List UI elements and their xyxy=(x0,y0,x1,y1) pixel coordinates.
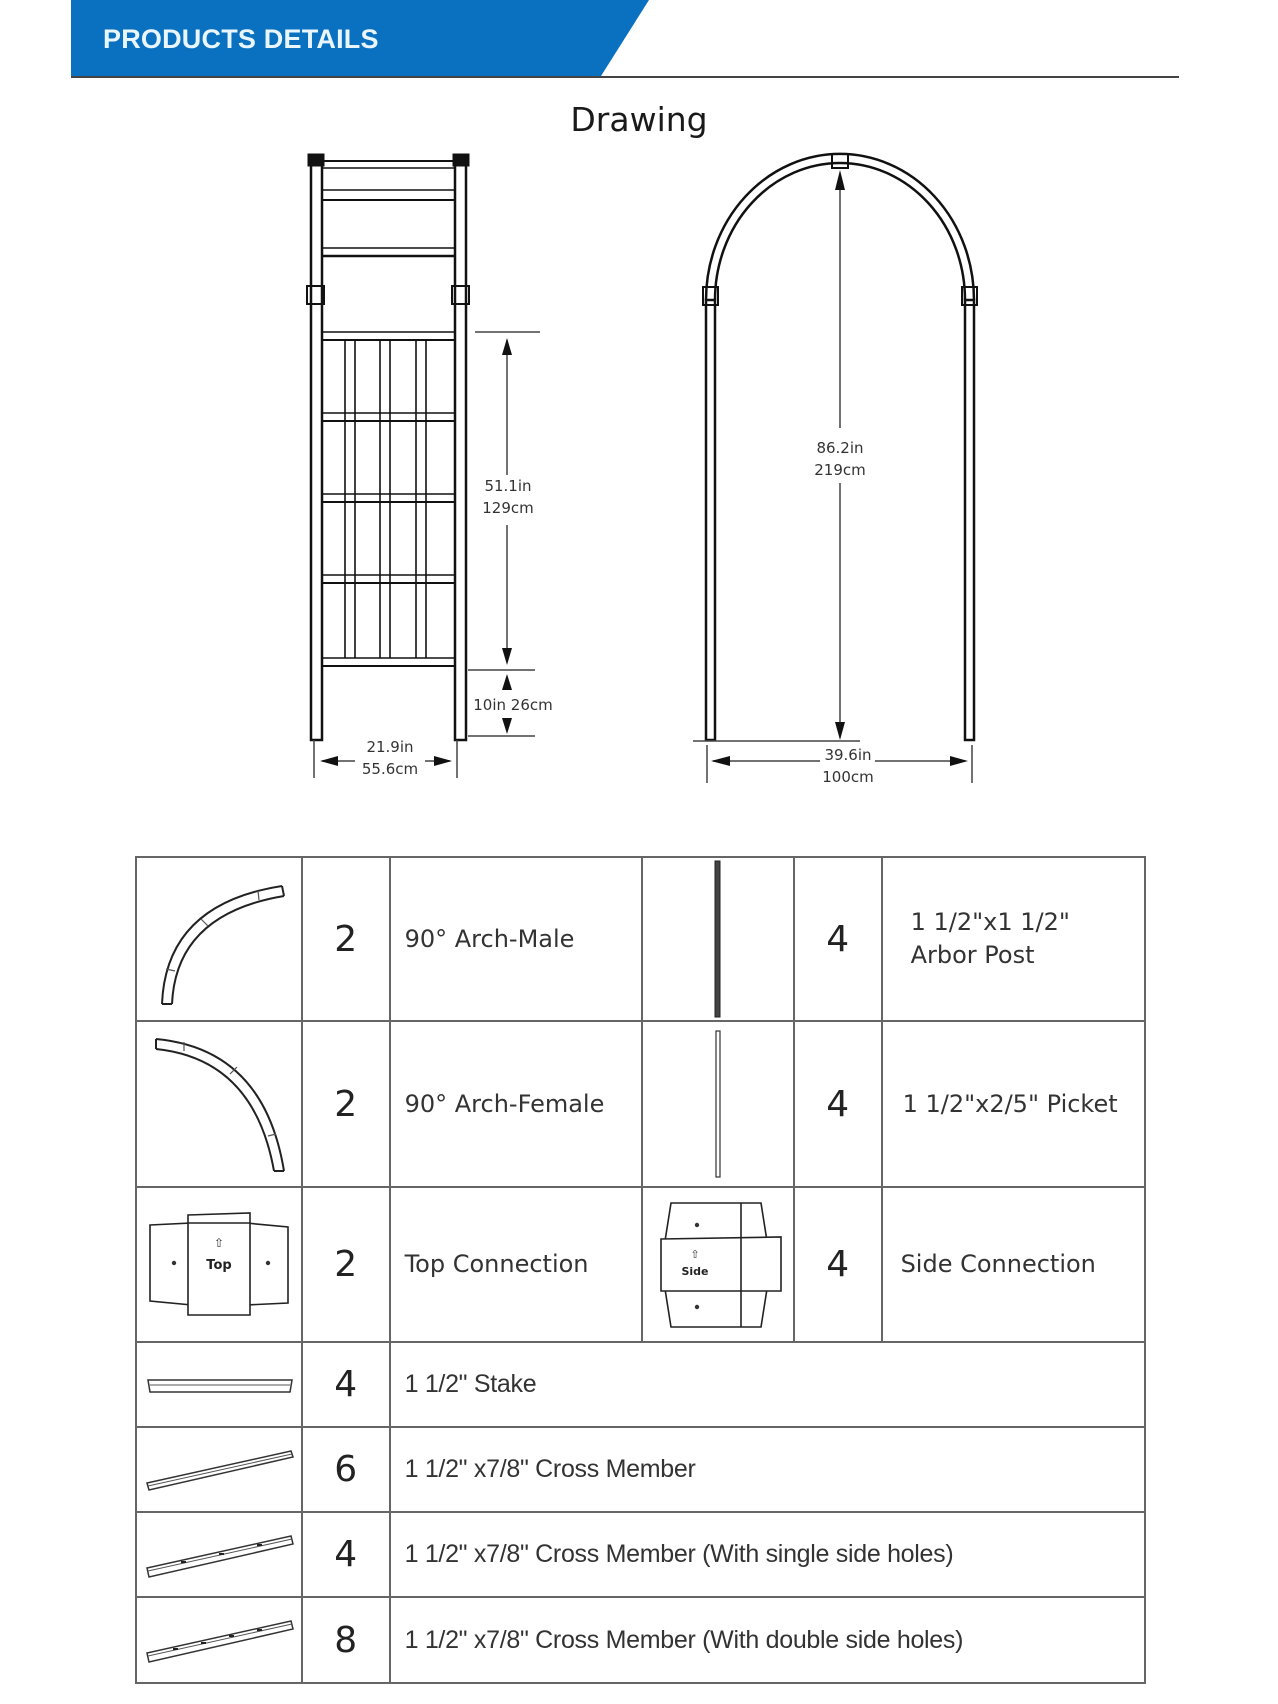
dimension-drawing xyxy=(0,140,1278,790)
parts-list-table xyxy=(135,856,1146,1684)
arch-height-metric: 219cm xyxy=(814,461,866,479)
arbor-post-icon xyxy=(708,859,728,1019)
part-image-cell xyxy=(136,857,302,1021)
part-quantity: 4 xyxy=(302,1512,390,1597)
table-row xyxy=(136,1342,1145,1427)
part-name: 1 1/2" x7/8" Cross Member (With double side holes) xyxy=(390,1597,1145,1683)
part-image-cell xyxy=(136,1342,302,1427)
part-image-cell xyxy=(136,1021,302,1187)
arch-width-label xyxy=(815,744,881,788)
trellis-height-imperial: 51.1in xyxy=(484,477,532,495)
side-connection-icon xyxy=(653,1195,783,1335)
cross-member-double-holes-icon xyxy=(143,1615,295,1665)
part-name-line1: 1 1/2"x1 1/2" xyxy=(910,908,1070,936)
part-quantity: 4 xyxy=(794,857,882,1021)
svg-text:⇧: ⇧ xyxy=(213,1235,224,1250)
trellis-width-imperial: 21.9in xyxy=(366,738,414,756)
part-name: 1 1/2" x7/8" Cross Member xyxy=(390,1427,1145,1512)
part-quantity: 8 xyxy=(302,1597,390,1683)
trellis-height-metric: 129cm xyxy=(482,499,534,517)
header-divider xyxy=(71,76,1179,78)
arch-width-imperial: 39.6in xyxy=(824,746,872,764)
part-name-line2: Arbor Post xyxy=(910,941,1035,969)
table-row xyxy=(136,1512,1145,1597)
part-quantity: 4 xyxy=(794,1187,882,1342)
arch-height-imperial: 86.2in xyxy=(816,439,864,457)
part-image-cell xyxy=(136,1597,302,1683)
part-quantity: 2 xyxy=(302,857,390,1021)
arch-width-metric: 100cm xyxy=(822,768,874,786)
part-name: Side Connection xyxy=(882,1187,1145,1342)
part-name: 1 1/2" Stake xyxy=(390,1342,1145,1427)
cross-member-icon xyxy=(143,1445,295,1495)
table-row xyxy=(136,1597,1145,1683)
section-title: PRODUCTS DETAILS xyxy=(103,24,379,54)
svg-text:Top: Top xyxy=(206,1257,232,1273)
svg-text:⇧: ⇧ xyxy=(690,1247,700,1261)
arch-female-icon xyxy=(144,1029,294,1179)
part-image-cell xyxy=(642,1021,794,1187)
part-quantity: 4 xyxy=(302,1342,390,1427)
trellis-height-label xyxy=(478,475,538,519)
part-image-cell xyxy=(642,857,794,1021)
part-image-cell xyxy=(642,1187,794,1342)
part-name: 90° Arch-Male xyxy=(390,857,642,1021)
part-name: Top Connection xyxy=(390,1187,642,1342)
trellis-panel-drawing xyxy=(0,140,1278,790)
svg-text:Side: Side xyxy=(681,1264,709,1278)
trellis-width-metric: 55.6cm xyxy=(361,760,419,778)
part-image-cell xyxy=(136,1427,302,1512)
part-name: 1 1/2" x7/8" Cross Member (With single side holes) xyxy=(390,1512,1145,1597)
table-row xyxy=(136,1427,1145,1512)
part-quantity: 4 xyxy=(794,1021,882,1187)
stake-icon xyxy=(144,1370,294,1400)
part-image-cell xyxy=(136,1512,302,1597)
arch-male-icon xyxy=(144,864,294,1014)
drawing-title: Drawing xyxy=(570,100,708,139)
table-row xyxy=(136,857,1145,1021)
section-header xyxy=(71,0,1179,78)
ground-clearance-label: 10in 26cm xyxy=(473,696,553,714)
part-quantity: 2 xyxy=(302,1187,390,1342)
part-name: 1 1/2"x2/5" Picket xyxy=(882,1021,1145,1187)
part-image-cell xyxy=(136,1187,302,1342)
part-quantity: 2 xyxy=(302,1021,390,1187)
part-quantity: 6 xyxy=(302,1427,390,1512)
cross-member-single-holes-icon xyxy=(143,1530,295,1580)
table-row xyxy=(136,1021,1145,1187)
picket-icon xyxy=(708,1029,728,1179)
part-name: 90° Arch-Female xyxy=(390,1021,642,1187)
part-name xyxy=(882,857,1145,1021)
table-row xyxy=(136,1187,1145,1342)
top-connection-icon xyxy=(144,1205,294,1325)
trellis-width-label xyxy=(355,736,425,780)
arch-height-label xyxy=(808,437,872,481)
